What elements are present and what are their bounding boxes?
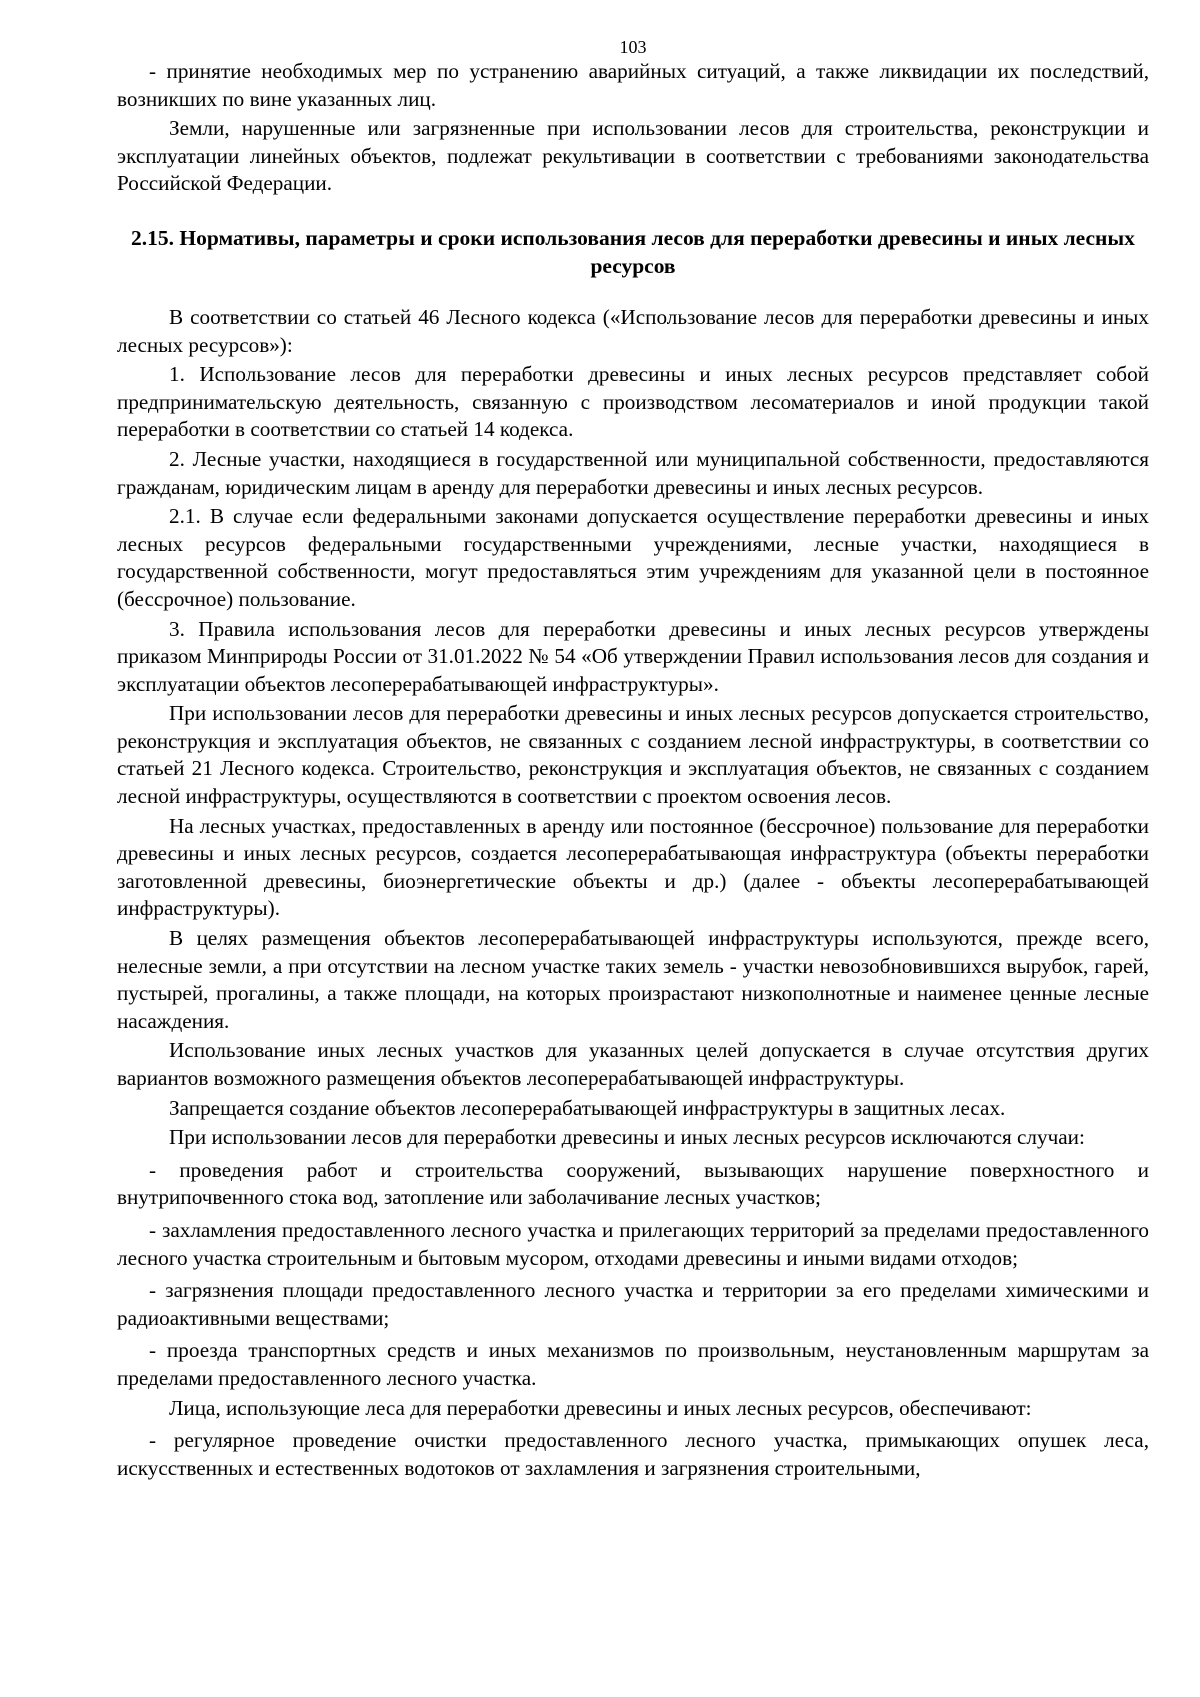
paragraph-item-1: 1. Использование лесов для переработки древесины и иных лесных ресурсов представляет собой предпринимательскую деятельность, связанную с производством лесоматериалов и иной продукции такой переработки в соответствии со статьей 14 кодекса. bbox=[117, 362, 1149, 442]
paragraph-top-2: Земли, нарушенные или загрязненные при использовании лесов для строительства, реконструкции и эксплуатации линейных объектов, подлежат рекультивации в соответствии с требованиями законодательства Российской Федерации. bbox=[117, 116, 1149, 196]
section-heading: 2.15. Нормативы, параметры и сроки использования лесов для переработки древесины и иных лесных ресурсов bbox=[131, 225, 1135, 278]
paragraph-item-2: 2. Лесные участки, находящиеся в государственной или муниципальной собственности, предоставляются гражданам, юридическим лицам в аренду для переработки древесины и иных лесных ресурсов. bbox=[117, 446, 1149, 499]
obligation-item: - регулярное проведение очистки предоставленного лесного участка, примыкающих опушек леса, искусственных и естественных водотоков от захламления и загрязнения строительными, bbox=[117, 1428, 1149, 1480]
excluded-case-item: - проезда транспортных средств и иных механизмов по произвольным, неустановленным маршрутам за пределами предоставленного лесного участка. bbox=[117, 1338, 1149, 1390]
paragraph-excluded-intro: При использовании лесов для переработки древесины и иных лесных ресурсов исключаются случаи: bbox=[169, 1125, 1085, 1150]
paragraph-infrastructure: На лесных участках, предоставленных в аренду или постоянное (бессрочное) пользование для переработки древесины и иных лесных ресурсов, создается лесоперерабатывающая инфраструктура (объекты переработки заготовленной древесины, биоэнергетические объекты и др.) (далее - объекты лесоперерабатывающей инфраструктуры). bbox=[117, 813, 1149, 921]
excluded-case-item: - проведения работ и строительства сооружений, вызывающих нарушение поверхностного и внутрипочвенного стока вод, затопление или заболачивание лесных участков; bbox=[117, 1157, 1149, 1210]
excluded-case-item: - захламления предоставленного лесного участка и прилегающих территорий за пределами предоставленного лесного участка строительным и бытовым мусором, отходами древесины и иными видами отходов; bbox=[117, 1217, 1149, 1270]
paragraph-construction: При использовании лесов для переработки древесины и иных лесных ресурсов допускается строительство, реконструкция и эксплуатация объектов, не связанных с созданием лесной инфраструктуры, в соответствии со статьей 21 Лесного кодекса. Строительство, реконструкция и эксплуатация объектов, не связанных с созданием лесной инфраструктуры, осуществляются в соответствии с проектом освоения лесов. bbox=[117, 701, 1149, 809]
paragraph-intro: В соответствии со статьей 46 Лесного кодекса («Использование лесов для переработки древесины и иных лесных ресурсов»): bbox=[117, 304, 1149, 357]
paragraph-top-1: - принятие необходимых мер по устранению аварийных ситуаций, а также ликвидации их последствий, возникших по вине указанных лиц. bbox=[117, 59, 1149, 111]
paragraph-obligations-intro: Лица, использующие леса для переработки древесины и иных лесных ресурсов, обеспечивают: bbox=[169, 1395, 1032, 1420]
paragraph-prohibition: Запрещается создание объектов лесоперерабатывающей инфраструктуры в защитных лесах. bbox=[169, 1095, 1006, 1120]
page-number: 103 bbox=[619, 37, 647, 57]
paragraph-item-3: 3. Правила использования лесов для переработки древесины и иных лесных ресурсов утверждены приказом Минприроды России от 31.01.2022 № 54 «Об утверждении Правил использования лесов для создания и эксплуатации объектов лесоперерабатывающей инфраструктуры». bbox=[117, 616, 1149, 696]
paragraph-item-2-1: 2.1. В случае если федеральными законами допускается осуществление переработки древесины и иных лесных ресурсов федеральными государственными учреждениями, лесные участки, находящиеся в государственной собственности, могут предоставляться этим учреждениям для указанной цели в постоянное (бессрочное) пользование. bbox=[117, 504, 1149, 611]
document-page bbox=[117, 36, 1149, 1482]
paragraph-placement: В целях размещения объектов лесоперерабатывающей инфраструктуры используются, прежде всего, нелесные земли, а при отсутствии на лесном участке таких земель - участки невозобновившихся вырубок, гарей, пустырей, прогалины, а также площади, на которых произрастают низкополнотные и наименее ценные лесные насаждения. bbox=[117, 926, 1149, 1033]
excluded-case-item: - загрязнения площади предоставленного лесного участка и территории за его пределами химическими и радиоактивными веществами; bbox=[117, 1278, 1149, 1330]
paragraph-other-plots: Использование иных лесных участков для указанных целей допускается в случае отсутствия других вариантов возможного размещения объектов лесоперерабатывающей инфраструктуры. bbox=[117, 1038, 1149, 1090]
